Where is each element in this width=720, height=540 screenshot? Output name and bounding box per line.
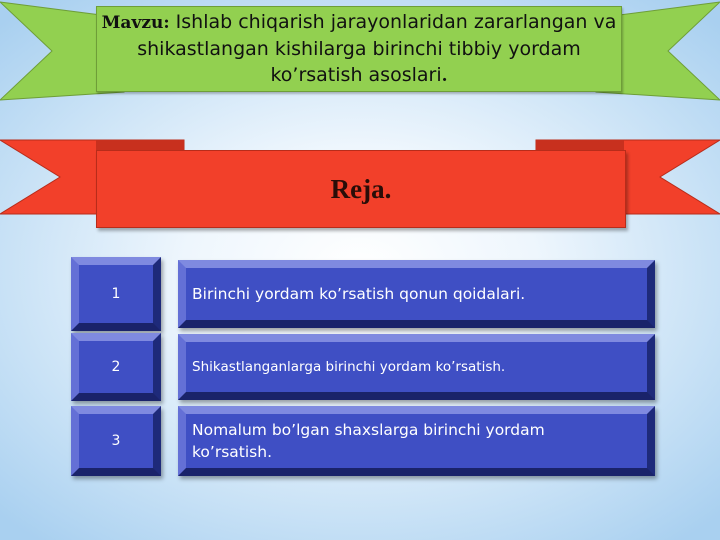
title-suffix: . — [441, 66, 448, 86]
plan-item-1 — [178, 260, 655, 328]
plan-item-text: Nomalum bo’lgan shaxslarga birinchi yordam ko’rsatish. — [192, 421, 545, 461]
title-prefix: Mavzu: — [101, 13, 170, 33]
heading-ribbon — [96, 150, 626, 228]
plan-number: 3 — [111, 433, 121, 449]
plan-item-3 — [178, 406, 655, 476]
plan-number-box-1 — [71, 257, 161, 331]
slide-title — [101, 9, 617, 89]
title-ribbon — [96, 6, 622, 92]
plan-number: 2 — [111, 359, 121, 375]
plan-number-box-3 — [71, 406, 161, 476]
plan-number-box-2 — [71, 333, 161, 401]
plan-number: 1 — [111, 286, 121, 302]
plan-item-text: Birinchi yordam ko’rsatish qonun qoidalari. — [192, 285, 526, 303]
title-text: Ishlab chiqarish jarayonlaridan zararlangan va shikastlangan kishilarga birinchi tibbiy yordam ko’rsatish asoslari — [137, 11, 617, 86]
plan-item-text: Shikastlanganlarga birinchi yordam ko’rsatish. — [192, 359, 506, 375]
plan-item-2 — [178, 334, 655, 400]
section-heading: Reja. — [330, 173, 392, 204]
